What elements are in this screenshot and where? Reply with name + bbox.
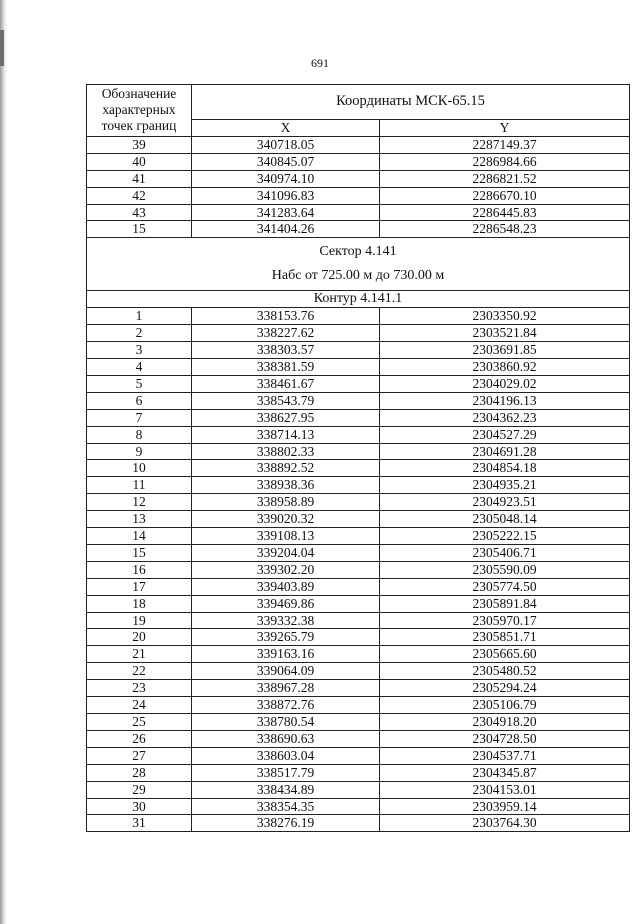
table-row <box>87 697 630 714</box>
y-coordinate-cell: 2305480.52 <box>380 663 630 680</box>
x-coordinate-cell: 339020.32 <box>192 511 380 528</box>
x-coordinate-cell: 338227.62 <box>192 325 380 342</box>
point-number-cell: 14 <box>87 528 192 545</box>
y-coordinate-cell: 2286821.52 <box>380 170 630 187</box>
x-coordinate-cell: 338153.76 <box>192 308 380 325</box>
y-coordinate-cell: 2304527.29 <box>380 426 630 443</box>
y-coordinate-cell: 2304153.01 <box>380 781 630 798</box>
table-row <box>87 221 630 238</box>
table-row <box>87 781 630 798</box>
sector-title: Сектор 4.141 <box>319 244 397 260</box>
x-coordinate-cell: 341404.26 <box>192 221 380 238</box>
point-number-cell: 30 <box>87 798 192 815</box>
point-number-cell: 22 <box>87 663 192 680</box>
point-number-cell: 42 <box>87 187 192 204</box>
x-coordinate-cell: 341096.83 <box>192 187 380 204</box>
x-coordinate-cell: 339302.20 <box>192 561 380 578</box>
point-number-cell: 11 <box>87 477 192 494</box>
table-row <box>87 544 630 561</box>
point-label-header: Обозначение характерных точек границ <box>87 85 192 137</box>
point-number-cell: 27 <box>87 747 192 764</box>
y-coordinate-cell: 2304537.71 <box>380 747 630 764</box>
x-coordinate-cell: 339108.13 <box>192 528 380 545</box>
x-coordinate-cell: 338780.54 <box>192 714 380 731</box>
y-coordinate-cell: 2286445.83 <box>380 204 630 221</box>
x-coordinate-cell: 341283.64 <box>192 204 380 221</box>
contour-title: Контур 4.141.1 <box>87 291 630 308</box>
y-coordinate-cell: 2303350.92 <box>380 308 630 325</box>
y-coordinate-cell: 2287149.37 <box>380 136 630 153</box>
y-coordinate-cell: 2286548.23 <box>380 221 630 238</box>
table-row <box>87 170 630 187</box>
table-row <box>87 477 630 494</box>
x-coordinate-cell: 338892.52 <box>192 460 380 477</box>
y-coordinate-cell: 2304918.20 <box>380 714 630 731</box>
table-row <box>87 325 630 342</box>
point-number-cell: 3 <box>87 342 192 359</box>
point-number-cell: 2 <box>87 325 192 342</box>
y-coordinate-cell: 2304854.18 <box>380 460 630 477</box>
table-row <box>87 646 630 663</box>
x-coordinate-cell: 338958.89 <box>192 494 380 511</box>
point-number-cell: 1 <box>87 308 192 325</box>
table-row <box>87 663 630 680</box>
y-coordinate-cell: 2303959.14 <box>380 798 630 815</box>
table-row <box>87 136 630 153</box>
x-coordinate-cell: 338381.59 <box>192 358 380 375</box>
y-coordinate-cell: 2305048.14 <box>380 511 630 528</box>
point-number-cell: 7 <box>87 409 192 426</box>
table-row <box>87 308 630 325</box>
y-coordinate-cell: 2305665.60 <box>380 646 630 663</box>
x-coordinate-cell: 338802.33 <box>192 443 380 460</box>
table-row <box>87 392 630 409</box>
table-row <box>87 426 630 443</box>
y-coordinate-cell: 2304728.50 <box>380 730 630 747</box>
point-number-cell: 15 <box>87 221 192 238</box>
y-coordinate-cell: 2303521.84 <box>380 325 630 342</box>
point-number-cell: 16 <box>87 561 192 578</box>
table-row <box>87 511 630 528</box>
y-coordinate-cell: 2304196.13 <box>380 392 630 409</box>
coordinates-table <box>86 84 630 832</box>
contour-row <box>87 291 630 308</box>
table-row <box>87 494 630 511</box>
y-coordinate-cell: 2304923.51 <box>380 494 630 511</box>
y-coordinate-cell: 2304935.21 <box>380 477 630 494</box>
x-coordinate-cell: 339332.38 <box>192 612 380 629</box>
x-coordinate-cell: 338276.19 <box>192 815 380 832</box>
point-number-cell: 17 <box>87 578 192 595</box>
sector-cell <box>87 238 630 291</box>
y-coordinate-cell: 2305970.17 <box>380 612 630 629</box>
y-coordinate-cell: 2304029.02 <box>380 375 630 392</box>
y-coordinate-cell: 2304362.23 <box>380 409 630 426</box>
point-number-cell: 25 <box>87 714 192 731</box>
x-coordinate-cell: 338872.76 <box>192 697 380 714</box>
table-row <box>87 714 630 731</box>
x-coordinate-cell: 340718.05 <box>192 136 380 153</box>
table-row <box>87 629 630 646</box>
x-coordinate-cell: 338714.13 <box>192 426 380 443</box>
point-number-cell: 28 <box>87 764 192 781</box>
table-row <box>87 342 630 359</box>
y-coordinate-cell: 2305222.15 <box>380 528 630 545</box>
y-coordinate-cell: 2305590.09 <box>380 561 630 578</box>
point-number-cell: 26 <box>87 730 192 747</box>
point-number-cell: 29 <box>87 781 192 798</box>
x-coordinate-cell: 338434.89 <box>192 781 380 798</box>
y-coordinate-cell: 2305294.24 <box>380 680 630 697</box>
point-number-cell: 24 <box>87 697 192 714</box>
table-row <box>87 460 630 477</box>
table-row <box>87 153 630 170</box>
point-number-cell: 23 <box>87 680 192 697</box>
y-coordinate-cell: 2305891.84 <box>380 595 630 612</box>
x-coordinate-cell: 338938.36 <box>192 477 380 494</box>
x-coordinate-cell: 338543.79 <box>192 392 380 409</box>
table-row <box>87 375 630 392</box>
coordinates-table-body <box>87 85 630 832</box>
table-row <box>87 561 630 578</box>
x-coordinate-cell: 338690.63 <box>192 730 380 747</box>
page-number: 691 <box>311 56 329 70</box>
point-number-cell: 31 <box>87 815 192 832</box>
y-header: Y <box>380 120 630 137</box>
y-coordinate-cell: 2304345.87 <box>380 764 630 781</box>
y-coordinate-cell: 2305774.50 <box>380 578 630 595</box>
x-coordinate-cell: 338967.28 <box>192 680 380 697</box>
y-coordinate-cell: 2303691.85 <box>380 342 630 359</box>
y-coordinate-cell: 2286670.10 <box>380 187 630 204</box>
sector-row <box>87 238 630 291</box>
sector-height: Набс от 725.00 м до 730.00 м <box>271 268 445 284</box>
x-coordinate-cell: 340974.10 <box>192 170 380 187</box>
x-coordinate-cell: 338354.35 <box>192 798 380 815</box>
x-coordinate-cell: 339469.86 <box>192 595 380 612</box>
point-number-cell: 19 <box>87 612 192 629</box>
point-number-cell: 5 <box>87 375 192 392</box>
y-coordinate-cell: 2305106.79 <box>380 697 630 714</box>
table-row <box>87 747 630 764</box>
x-coordinate-cell: 338303.57 <box>192 342 380 359</box>
x-coordinate-cell: 339163.16 <box>192 646 380 663</box>
table-row <box>87 798 630 815</box>
table-row <box>87 578 630 595</box>
point-number-cell: 21 <box>87 646 192 663</box>
point-number-cell: 43 <box>87 204 192 221</box>
table-row <box>87 358 630 375</box>
table-row <box>87 730 630 747</box>
table-row <box>87 612 630 629</box>
table-row <box>87 528 630 545</box>
point-number-cell: 12 <box>87 494 192 511</box>
table-row <box>87 204 630 221</box>
x-coordinate-cell: 339204.04 <box>192 544 380 561</box>
point-number-cell: 20 <box>87 629 192 646</box>
point-number-cell: 39 <box>87 136 192 153</box>
y-coordinate-cell: 2305851.71 <box>380 629 630 646</box>
point-number-cell: 4 <box>87 358 192 375</box>
x-coordinate-cell: 339265.79 <box>192 629 380 646</box>
table-header-row <box>87 85 630 120</box>
scan-edge-shadow <box>0 0 7 924</box>
x-coordinate-cell: 340845.07 <box>192 153 380 170</box>
point-number-cell: 40 <box>87 153 192 170</box>
table-row <box>87 815 630 832</box>
point-number-cell: 41 <box>87 170 192 187</box>
point-number-cell: 18 <box>87 595 192 612</box>
point-number-cell: 13 <box>87 511 192 528</box>
point-number-cell: 8 <box>87 426 192 443</box>
y-coordinate-cell: 2303764.30 <box>380 815 630 832</box>
table-row <box>87 409 630 426</box>
table-row <box>87 443 630 460</box>
x-coordinate-cell: 339403.89 <box>192 578 380 595</box>
table-row <box>87 187 630 204</box>
table-row <box>87 680 630 697</box>
coords-header: Координаты МСК-65.15 <box>192 85 630 120</box>
y-coordinate-cell: 2305406.71 <box>380 544 630 561</box>
x-coordinate-cell: 339064.09 <box>192 663 380 680</box>
x-header: X <box>192 120 380 137</box>
point-number-cell: 6 <box>87 392 192 409</box>
table-row <box>87 595 630 612</box>
y-coordinate-cell: 2303860.92 <box>380 358 630 375</box>
point-number-cell: 9 <box>87 443 192 460</box>
x-coordinate-cell: 338517.79 <box>192 764 380 781</box>
x-coordinate-cell: 338627.95 <box>192 409 380 426</box>
x-coordinate-cell: 338461.67 <box>192 375 380 392</box>
y-coordinate-cell: 2286984.66 <box>380 153 630 170</box>
point-number-cell: 10 <box>87 460 192 477</box>
table-row <box>87 764 630 781</box>
x-coordinate-cell: 338603.04 <box>192 747 380 764</box>
point-number-cell: 15 <box>87 544 192 561</box>
y-coordinate-cell: 2304691.28 <box>380 443 630 460</box>
